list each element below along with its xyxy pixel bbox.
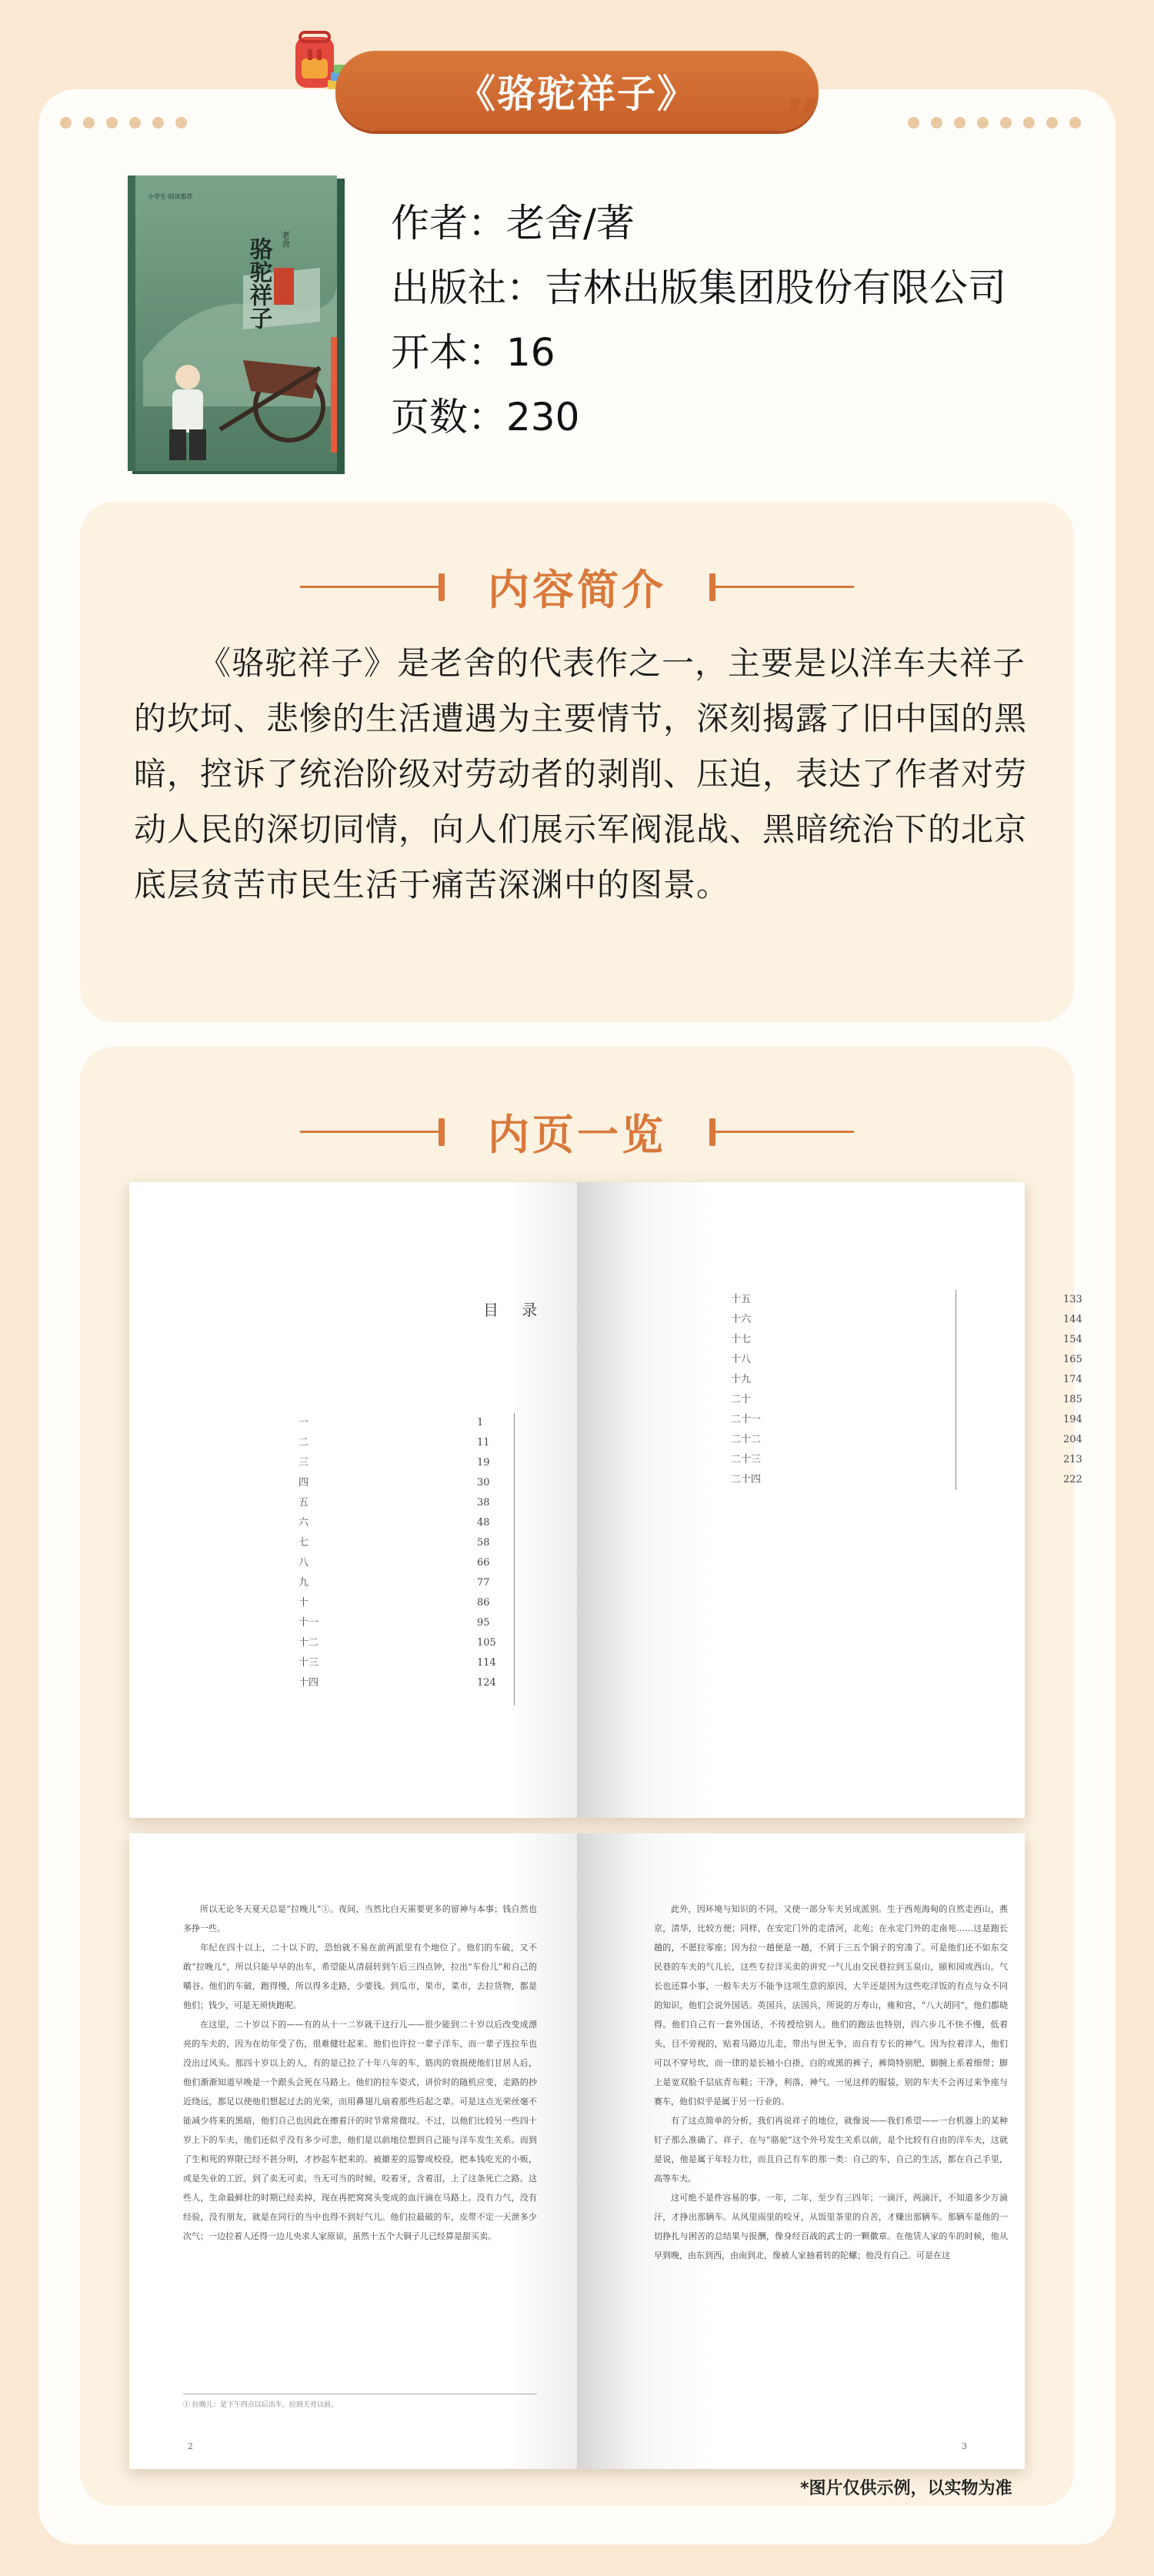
pages-label: 页数： xyxy=(391,395,506,439)
toc-divider-left xyxy=(514,1413,515,1706)
toc-page-number: 144 xyxy=(1063,1314,1082,1325)
decorative-dot xyxy=(152,117,164,129)
right-page-body xyxy=(654,1899,1008,2265)
toc-chapter-number: 一 xyxy=(299,1417,309,1428)
toc-row xyxy=(731,1450,1082,1470)
toc-chapter-number: 二十三 xyxy=(731,1454,762,1465)
toc-page-number: 154 xyxy=(1063,1334,1082,1345)
decorative-dot xyxy=(931,117,942,129)
decorative-dot xyxy=(1000,117,1012,129)
toc-chapter-number: 六 xyxy=(299,1517,309,1529)
toc-list-right xyxy=(731,1290,1082,1490)
toc-page-number: 19 xyxy=(477,1457,490,1468)
toc-chapter-number: 十五 xyxy=(731,1294,752,1305)
text-page-right xyxy=(577,1833,1025,2469)
toc-title: 目 录 xyxy=(483,1301,547,1319)
toc-row xyxy=(299,1593,529,1613)
text-spread xyxy=(129,1833,1025,2469)
toc-chapter-number: 二十二 xyxy=(731,1434,762,1445)
toc-row xyxy=(299,1673,529,1693)
heading-bar-right xyxy=(709,573,715,601)
book-info xyxy=(391,191,1006,449)
toc-row xyxy=(731,1310,1082,1330)
toc-page-number: 114 xyxy=(477,1657,496,1669)
body-paragraph: 在这里，二十岁以下的——有的从十一二岁就干这行儿——很少能到二十岁以后改变成漂亮的车夫的，因为在幼年受了伤，很难健壮起来。他们也许拉一辈子洋车，而一辈子连拉车也没出过风头。那四十岁以上的人，有的是已拉了十年八年的车，筋肉的衰损使他们甘居人后，他们渐渐知道早晚是一个跟头会死在马路上。他们的拉车姿式，讲价时的随机应变，走路的抄近绕远，都足以使他们想起过去的光荣，而用鼻翅儿扇着那些后起之辈。可是这点光荣丝毫不能减少将来的黑暗，他们自己也因此在擦着汗的时节常常微叹。不过，以他们比较另一些四十岁上下的车夫，他们还似乎没有多少可悲，他们是以前地位想到自己能与洋车发生关系。而到了生和死的界限已经不甚分明，才抄起车把来的。被撤差的巡警或校役，把本钱吃光的小贩，或是失业的工匠，到了卖无可卖，当无可当的时候，咬着牙，含着泪，上了这条死亡之路。这些人，生命最鲜壮的时期已经卖掉，现在再把窝窝头变成的血汗滴在马路上。没有力气，没有经验，没有朋友，就是在同行的当中也得不到好气儿。他们拉最破的车，皮带不定一天泄多少次气；一边拉着人还得一边儿央求人家原谅，虽然十五个大铜子儿已经算是甜买卖。 xyxy=(183,2020,537,2241)
toc-page-number: 174 xyxy=(1063,1374,1082,1385)
text-page-left xyxy=(129,1833,577,2469)
left-page-body xyxy=(183,1899,537,2246)
right-page-number: 3 xyxy=(962,2441,967,2451)
intro-panel xyxy=(80,502,1074,1022)
preview-heading-text: 内页一览 xyxy=(488,1111,666,1159)
body-paragraph: 所以无论冬天夏天总是“拉晚儿”①。夜间，当然比白天需要更多的留神与本事；钱自然也多挣一些。 xyxy=(183,1904,537,1933)
body-paragraph: 这可绝不是件容易的事。一年，二年，至少有三四年；一滴汗，两滴汗，不知道多少万滴汗，才挣出那辆车。从风里雨里的咬牙，从饭里茶里的自苦，才赚出那辆车。那辆车是他的一切挣扎与困苦的总结果与报酬，像身经百战的武士的一颗徽章。在他赁人家的车的时候，他从早到晚，由东到西，由南到北，像被人家抽着转的陀螺；他没有自己。可是在这 xyxy=(654,2193,1008,2260)
toc-page-number: 48 xyxy=(477,1517,490,1529)
toc-chapter-number: 九 xyxy=(299,1577,309,1589)
heading-bar-left xyxy=(439,1118,445,1146)
author-value: 老舍/著 xyxy=(506,201,635,246)
publisher-row xyxy=(391,256,1006,320)
quote-mark-icon: ” xyxy=(782,85,821,165)
body-paragraph: 有了这点简单的分析，我们再说祥子的地位，就像说——我们希望——一台机器上的某种钉子那么准确了。祥子，在与“骆驼”这个外号发生关系以前，是个比较有自由的洋车夫，这就是说，他是属于年轻力壮，而且自己有车的那一类：自己的车，自己的生活，都在自己手里，高等车夫。 xyxy=(654,2116,1008,2183)
title-banner xyxy=(335,51,819,131)
toc-page-number: 86 xyxy=(477,1597,490,1609)
heading-line-left xyxy=(300,1131,439,1133)
toc-chapter-number: 五 xyxy=(299,1497,309,1509)
toc-row xyxy=(731,1410,1082,1430)
toc-row xyxy=(731,1350,1082,1370)
toc-page-number: 1 xyxy=(477,1417,484,1428)
toc-row xyxy=(731,1290,1082,1310)
pages-row xyxy=(391,385,1006,449)
toc-chapter-number: 十九 xyxy=(731,1374,752,1385)
author-row xyxy=(391,191,1006,256)
decorative-dot xyxy=(977,117,989,129)
toc-chapter-number: 二十一 xyxy=(731,1414,762,1425)
intro-paragraph: 《骆驼祥子》是老舍的代表作之一，主要是以洋车夫祥子的坎坷、悲惨的生活遭遇为主要情节，深刻揭露了旧中国的黑暗，控诉了统治阶级对劳动者的剥削、压迫，表达了作者对劳动人民的深切同情，向人们展示军阀混战、黑暗统治下的北京底层贫苦市民生活于痛苦深渊中的图景。 xyxy=(134,644,1028,904)
decorative-dot xyxy=(60,117,72,129)
publisher-label: 出版社： xyxy=(391,266,545,310)
heading-bar-left xyxy=(439,573,445,601)
decorative-dot xyxy=(1023,117,1035,129)
toc-chapter-number: 十一 xyxy=(299,1617,319,1629)
toc-page-number: 222 xyxy=(1063,1474,1082,1485)
toc-page-number: 204 xyxy=(1063,1434,1082,1445)
toc-chapter-number: 十七 xyxy=(731,1334,752,1345)
toc-page-number: 66 xyxy=(477,1557,490,1569)
toc-row xyxy=(299,1493,529,1513)
toc-row xyxy=(299,1513,529,1533)
decorative-dot xyxy=(106,117,118,129)
toc-spread xyxy=(129,1182,1082,1818)
book-title-heading: 《骆驼祥子》 xyxy=(457,72,697,116)
decorative-dot xyxy=(954,117,966,129)
toc-row xyxy=(299,1433,529,1453)
toc-page-number: 95 xyxy=(477,1617,490,1629)
toc-chapter-number: 八 xyxy=(299,1557,309,1569)
author-label: 作者： xyxy=(391,201,506,246)
toc-page-number: 185 xyxy=(1063,1394,1082,1405)
toc-page-number: 165 xyxy=(1063,1354,1082,1365)
heading-bar-right xyxy=(709,1118,715,1146)
pages-preview-panel xyxy=(80,1047,1082,2506)
format-label: 开本： xyxy=(391,330,506,375)
toc-chapter-number: 四 xyxy=(299,1477,309,1488)
toc-chapter-number: 二十 xyxy=(731,1394,752,1405)
toc-row xyxy=(731,1470,1082,1490)
toc-chapter-number: 二 xyxy=(299,1437,309,1448)
decorative-dot xyxy=(908,117,919,129)
toc-page-number: 77 xyxy=(477,1577,490,1589)
toc-row xyxy=(731,1390,1082,1410)
toc-page-number: 133 xyxy=(1063,1294,1082,1305)
toc-page-number: 124 xyxy=(477,1677,496,1689)
toc-row xyxy=(731,1430,1082,1450)
decorative-dot xyxy=(83,117,95,129)
toc-row xyxy=(299,1633,529,1653)
decorative-dot xyxy=(175,117,187,129)
book-cover-image xyxy=(128,175,351,479)
toc-chapter-number: 三 xyxy=(299,1457,309,1468)
toc-chapter-number: 十 xyxy=(299,1597,309,1609)
preview-heading xyxy=(80,1102,1074,1161)
toc-page-number: 11 xyxy=(477,1437,490,1448)
toc-row xyxy=(299,1573,529,1593)
toc-chapter-number: 十四 xyxy=(299,1677,319,1689)
toc-list-left xyxy=(299,1413,529,1693)
footnote: ① 拉晚儿：是下午四点以后出车，拉到天亮以前。 xyxy=(183,2394,537,2409)
heading-line-right xyxy=(715,586,854,588)
heading-line-left xyxy=(300,586,439,588)
toc-row xyxy=(299,1413,529,1433)
heading-line-right xyxy=(715,1131,854,1133)
cover-title-text: 骆驼祥子 xyxy=(245,237,272,329)
publisher-value: 吉林出版集团股份有限公司 xyxy=(545,266,1006,310)
format-row xyxy=(391,320,1006,385)
decorative-dot xyxy=(1069,117,1081,129)
toc-row xyxy=(299,1533,529,1553)
cover-series-text: 小学生·阅读推荐 xyxy=(148,193,193,200)
decorative-dot xyxy=(1046,117,1058,129)
disclaimer-text: *图片仅供示例，以实物为准 xyxy=(800,2479,1012,2498)
decorative-dot xyxy=(129,117,141,129)
toc-page-number: 30 xyxy=(477,1477,490,1488)
toc-page-number: 213 xyxy=(1063,1454,1082,1465)
body-paragraph: 此外，因环境与知识的不同，又使一部分车夫另成派别。生于西苑海甸的自然走西山，燕京，清华，比较方便；同样，在安定门外的走清河，北苑；在永定门外的走南苑……这是跑长趟的，不愿拉零座；因为拉一趟便是一趟，不屑于三五个铜子的穷凑了。可是他们还不如东交民巷的车夫的气儿长，这些专拉洋买卖的讲究一气儿由交民巷拉到玉泉山，颐和园或西山。气长也还算小事，一般车夫万不能争这项生意的原因，大半还是因为这些吃洋饭的有点与众不同的知识，他们会说外国话。英国兵，法国兵，所说的万寿山，雍和宫，“八大胡同”，他们都晓得。他们自己有一套外国话，不传授给别人。他们的跑法也特别，四六步儿不快不慢，低着头，目不旁视的，贴着马路边儿走，带出与世无争，而自有专长的神气。因为拉着洋人，他们可以不穿号坎，而一律的是长袖小白褂，白的或黑的裤子，裤筒特别肥，脚腕上系着细带；脚上是宽双脸千层底青布鞋；干净，利落，神气。一见这样的服装，别的车夫不会再过来争座与赛车，他们似乎是属于另一行业的。 xyxy=(654,1904,1008,2107)
toc-row xyxy=(299,1553,529,1573)
body-paragraph: 年纪在四十以上，二十以下的，恐怕就不易在前两派里有个地位了。他们的车破，又不敢“拉晚儿”，所以只能早早的出车，希望能从清晨转到午后三四点钟，拉出“车份儿”和自己的嚼谷。他们的车破，跑得慢，所以得多走路，少要钱。到瓜市，果市，菜市，去拉货物，都是他们；钱少，可是无须快跑呢。 xyxy=(183,1943,537,2010)
toc-row xyxy=(299,1653,529,1673)
toc-page-right xyxy=(577,1182,1082,1818)
toc-row xyxy=(731,1330,1082,1350)
toc-chapter-number: 二十四 xyxy=(731,1474,762,1485)
toc-page-number: 105 xyxy=(477,1637,496,1649)
toc-page-number: 194 xyxy=(1063,1414,1082,1425)
intro-heading xyxy=(80,557,1074,616)
toc-page-number: 38 xyxy=(477,1497,490,1509)
toc-chapter-number: 十三 xyxy=(299,1657,319,1669)
format-value: 16 xyxy=(506,330,555,375)
pages-value: 230 xyxy=(506,395,580,439)
toc-row xyxy=(299,1473,529,1493)
toc-row xyxy=(299,1453,529,1473)
toc-chapter-number: 十二 xyxy=(299,1637,319,1649)
toc-chapter-number: 七 xyxy=(299,1537,309,1549)
toc-page-left xyxy=(129,1182,577,1818)
toc-row xyxy=(731,1370,1082,1390)
toc-page-number: 58 xyxy=(477,1537,490,1549)
toc-chapter-number: 十八 xyxy=(731,1354,752,1365)
intro-heading-text: 内容简介 xyxy=(488,566,666,614)
left-page-number: 2 xyxy=(188,2441,193,2451)
toc-chapter-number: 十六 xyxy=(731,1314,752,1325)
toc-row xyxy=(299,1613,529,1633)
cover-author-text: 老舍 xyxy=(280,231,291,248)
